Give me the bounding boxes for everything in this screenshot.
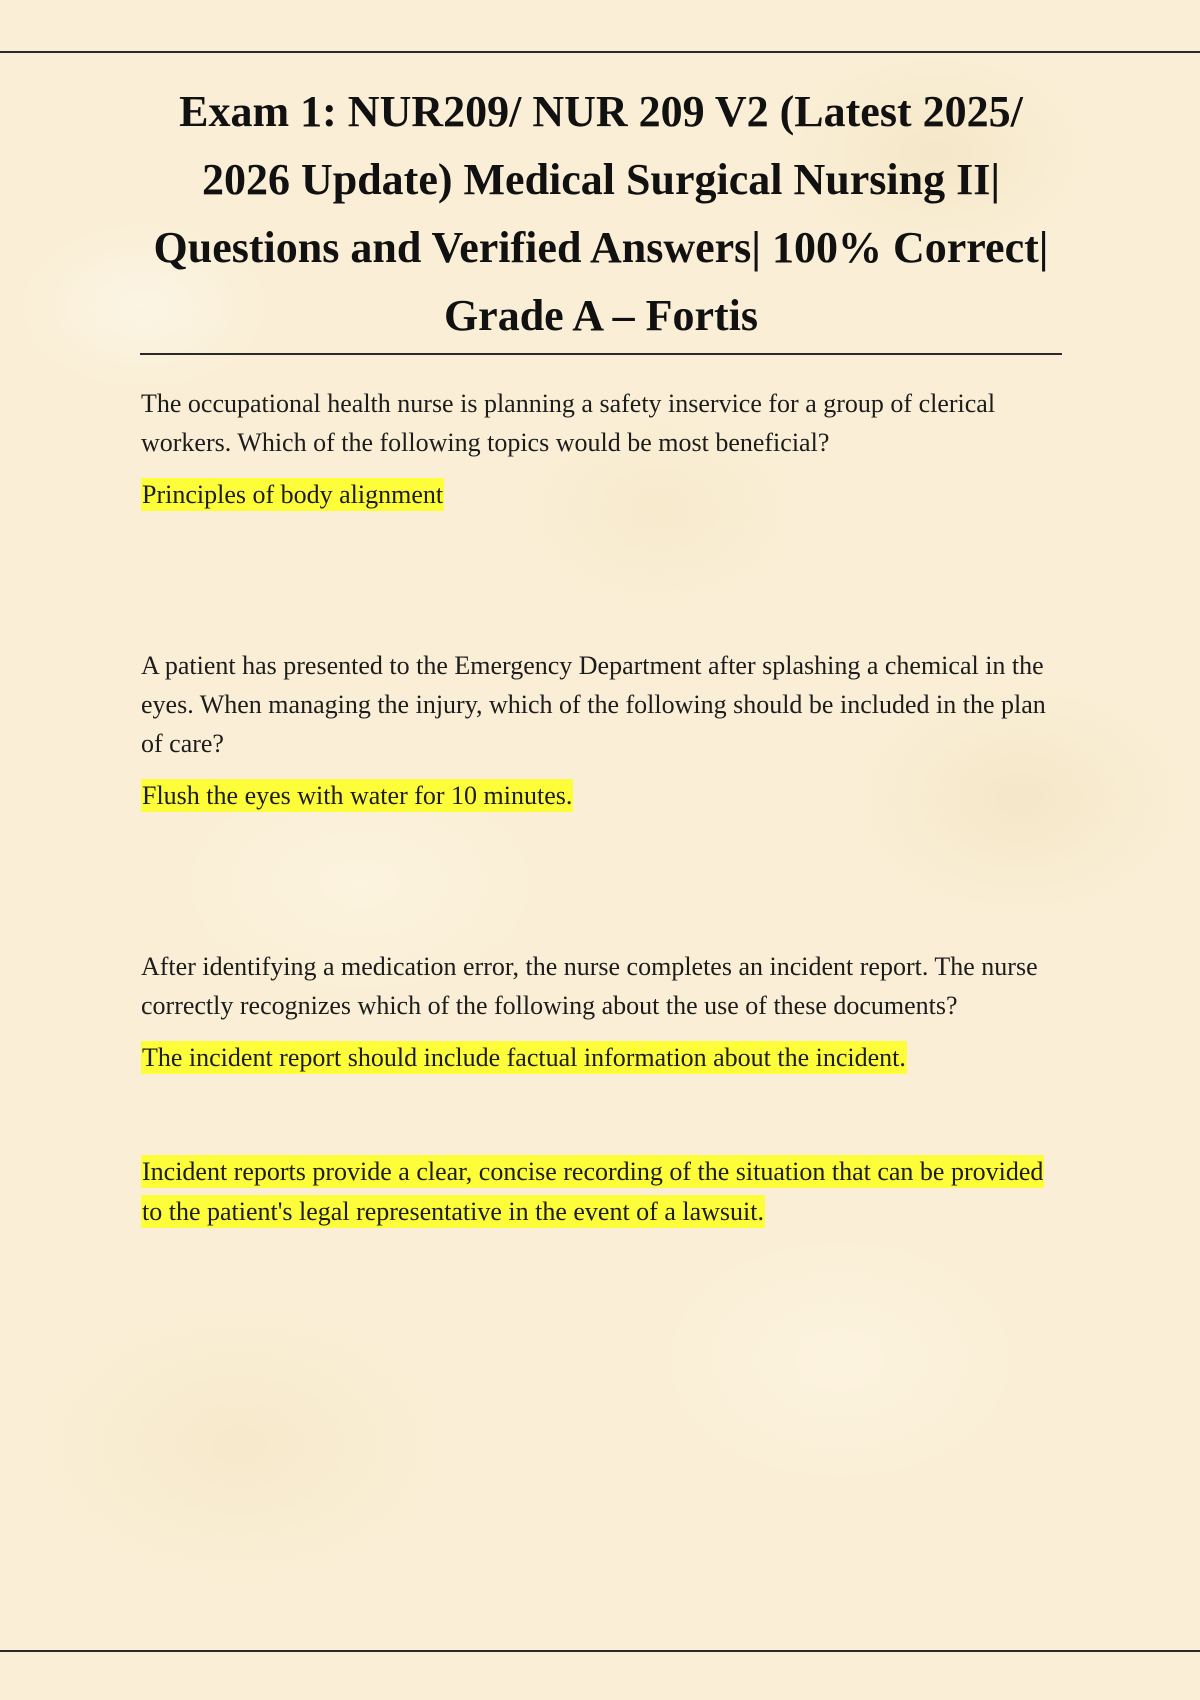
title-block: [140, 78, 1062, 350]
highlighted-answer: The incident report should include factual information about the incident.: [142, 1043, 906, 1072]
question-text: The occupational health nurse is planning a safety inservice for a group of clerical workers. Which of the following topics would be most beneficial?: [141, 389, 996, 457]
question-text: After identifying a medication error, the nurse completes an incident report. The nurse correctly recognizes which of the following about the use of these documents?: [141, 952, 1038, 1020]
answer-row: [141, 475, 1061, 515]
title-underline: [140, 353, 1062, 355]
highlighted-answer: Principles of body alignment: [142, 480, 444, 509]
answer-row: [141, 1152, 1061, 1232]
answer-row: [141, 776, 1061, 816]
document-title: Exam 1: NUR209/ NUR 209 V2 (Latest 2025/ 2026 Update) Medical Surgical Nursing II| Questions and Verified Answers| 100% Correct| Grade A – Fortis: [153, 87, 1049, 340]
highlighted-answer: Incident reports provide a clear, concise recording of the situation that can be provided to the patient's legal representative in the event of a lawsuit.: [142, 1157, 1044, 1226]
answer-row: [141, 1038, 1061, 1078]
qa-content: [141, 384, 1061, 1232]
page-bottom-rule: [0, 1650, 1200, 1652]
page-top-rule: [0, 51, 1200, 53]
highlighted-answer: Flush the eyes with water for 10 minutes.: [142, 781, 573, 810]
question-text: A patient has presented to the Emergency Department after splashing a chemical in the eyes. When managing the injury, which of the following should be included in the plan of care?: [141, 651, 1046, 758]
